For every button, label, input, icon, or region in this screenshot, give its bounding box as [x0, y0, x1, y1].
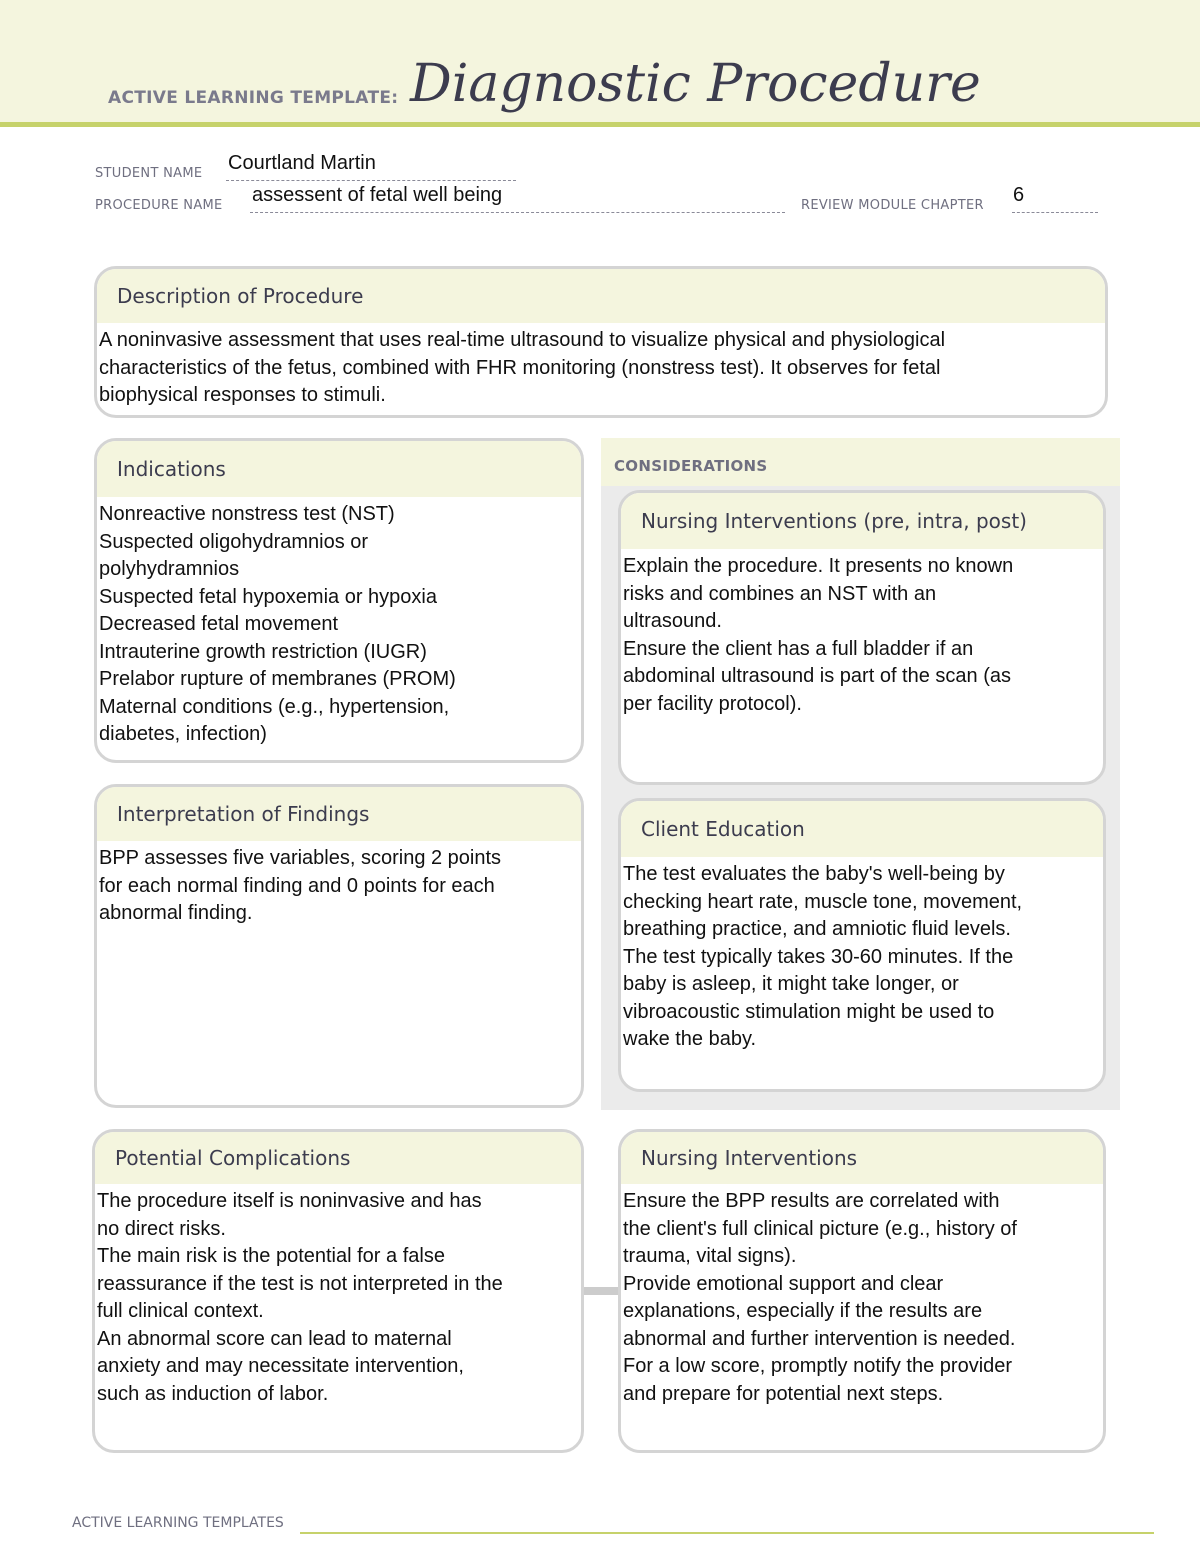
text-line: reassurance if the test is not interpreted in the [97, 1272, 503, 1295]
procedure-name-line [250, 212, 785, 213]
client-education-title: Client Education [621, 801, 1103, 857]
text-line: ultrasound. [623, 610, 722, 632]
procedure-name-label: PROCEDURE NAME [95, 198, 223, 213]
text-line: baby is asleep, it might take longer, or [623, 973, 959, 995]
nursing-interventions-body[interactable] [621, 1184, 1103, 1408]
interpretation-box [94, 784, 584, 1108]
text-line: abnormal and further intervention is needed. [623, 1327, 1016, 1350]
text-line: wake the baby. [623, 1028, 757, 1050]
footer-label: ACTIVE LEARNING TEMPLATES [72, 1515, 284, 1531]
header-divider [0, 122, 1200, 127]
nursing-interventions-pre-box [618, 490, 1106, 785]
text-line: and prepare for potential next steps. [623, 1382, 944, 1405]
page-title: Diagnostic Procedure [410, 54, 981, 114]
text-line: polyhydramnios [99, 558, 240, 580]
text-line: The test typically takes 30-60 minutes. If the [623, 945, 1014, 968]
text-line: anxiety and may necessitate intervention, [97, 1355, 464, 1377]
text-line: characteristics of the fetus, combined with FHR monitoring (nonstress test). It observes for fetal [99, 356, 941, 379]
indications-box [94, 438, 584, 763]
text-line: Provide emotional support and clear [623, 1272, 944, 1295]
indications-title: Indications [97, 441, 581, 497]
description-title: Description of Procedure [97, 269, 1105, 323]
nursing-interventions-title: Nursing Interventions [621, 1132, 1103, 1184]
student-name-field[interactable]: Courtland Martin [228, 152, 376, 174]
text-line: Suspected fetal hypoxemia or hypoxia [99, 585, 437, 608]
text-line: biophysical responses to stimuli. [99, 384, 386, 406]
complications-title: Potential Complications [95, 1132, 581, 1184]
nursing-interventions-box [618, 1129, 1106, 1453]
text-line: per facility protocol). [623, 692, 802, 715]
client-education-box [618, 798, 1106, 1092]
text-line: no direct risks. [97, 1217, 226, 1240]
text-line: abnormal finding. [99, 902, 253, 924]
review-module-field[interactable]: 6 [1013, 184, 1025, 206]
nursing-interventions-pre-title: Nursing Interventions (pre, intra, post) [621, 493, 1103, 549]
interpretation-body[interactable] [97, 841, 581, 928]
student-name-line [226, 180, 516, 181]
template-label: ACTIVE LEARNING TEMPLATE: [108, 88, 399, 108]
complications-body[interactable] [95, 1184, 581, 1408]
text-line: risks and combines an NST with an [623, 582, 937, 605]
interpretation-title: Interpretation of Findings [97, 787, 581, 841]
text-line: Prelabor rupture of membranes (PROM) [99, 668, 456, 690]
text-line: Suspected oligohydramnios or [99, 530, 369, 553]
text-line: Decreased fetal movement [99, 613, 339, 635]
review-module-line [1012, 212, 1098, 213]
text-line: Explain the procedure. It presents no known [623, 555, 1014, 577]
considerations-label: CONSIDERATIONS [614, 457, 768, 475]
text-line: checking heart rate, muscle tone, movement, [623, 890, 1023, 913]
text-line: for each normal finding and 0 points for each [99, 874, 495, 897]
text-line: Nonreactive nonstress test (NST) [99, 503, 395, 525]
student-name-label: STUDENT NAME [95, 166, 203, 181]
description-body[interactable] [97, 323, 1105, 410]
text-line: The main risk is the potential for a false [97, 1245, 445, 1267]
text-line: The test evaluates the baby's well-being by [623, 863, 1005, 885]
text-line: trauma, vital signs). [623, 1245, 797, 1267]
text-line: BPP assesses five variables, scoring 2 points [99, 847, 502, 869]
procedure-name-field[interactable]: assessent of fetal well being [252, 184, 503, 206]
text-line: such as induction of labor. [97, 1382, 329, 1405]
text-line: For a low score, promptly notify the provider [623, 1355, 1013, 1377]
text-line: abdominal ultrasound is part of the scan (as [623, 665, 1011, 687]
text-line: breathing practice, and amniotic fluid levels. [623, 918, 1011, 940]
footer-divider [300, 1532, 1154, 1534]
text-line: the client's full clinical picture (e.g., history of [623, 1217, 1017, 1240]
nursing-interventions-pre-body[interactable] [621, 549, 1103, 718]
text-line: explanations, especially if the results are [623, 1300, 983, 1322]
text-line: An abnormal score can lead to maternal [97, 1327, 452, 1350]
text-line: diabetes, infection) [99, 723, 267, 745]
box-connector [582, 1287, 620, 1295]
text-line: A noninvasive assessment that uses real-time ultrasound to visualize physical and physiological [99, 329, 946, 351]
text-line: Ensure the BPP results are correlated with [623, 1190, 1000, 1212]
text-line: The procedure itself is noninvasive and has [97, 1190, 482, 1212]
complications-box [92, 1129, 584, 1453]
description-box [94, 266, 1108, 418]
text-line: Intrauterine growth restriction (IUGR) [99, 640, 427, 663]
text-line: vibroacoustic stimulation might be used to [623, 1000, 995, 1023]
text-line: Maternal conditions (e.g., hypertension, [99, 695, 450, 718]
text-line: Ensure the client has a full bladder if an [623, 637, 974, 660]
text-line: full clinical context. [97, 1300, 264, 1322]
client-education-body[interactable] [621, 857, 1103, 1054]
indications-body[interactable] [97, 497, 581, 749]
review-module-label: REVIEW MODULE CHAPTER [801, 198, 984, 213]
